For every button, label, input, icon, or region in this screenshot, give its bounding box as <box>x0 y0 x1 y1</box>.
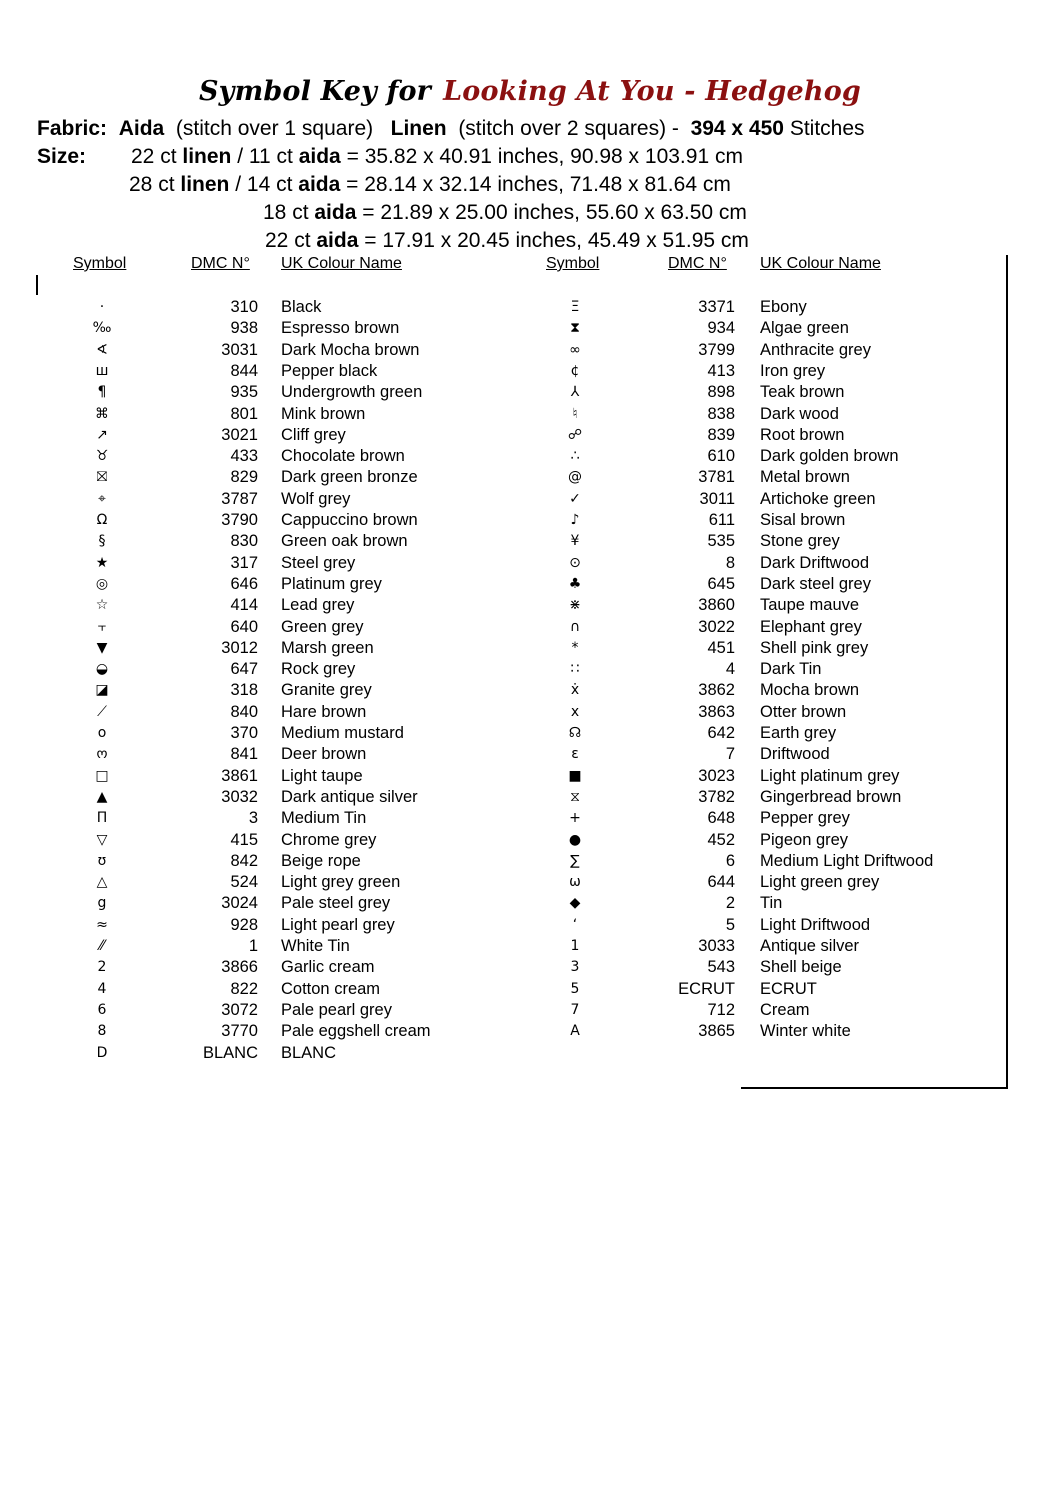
dmc-number: 842 <box>230 851 258 870</box>
title-prefix: Symbol Key for <box>198 76 432 107</box>
table-row <box>0 638 1060 659</box>
symbol-icon: ⧖ <box>570 788 580 805</box>
symbol-icon: ⧗ <box>570 320 580 337</box>
symbol-icon: Ξ <box>570 299 580 315</box>
colour-name: Beige rope <box>281 851 361 870</box>
dmc-number: 830 <box>230 532 258 551</box>
symbol-icon: ⅄ <box>570 384 580 401</box>
symbol-icon: ∞ <box>569 341 581 358</box>
dmc-number: 318 <box>230 681 258 700</box>
colour-name: Cotton cream <box>281 979 381 998</box>
aida-label: Aida <box>118 117 165 140</box>
dmc-number: 3031 <box>221 340 258 359</box>
colour-name: Shell pink grey <box>760 638 869 657</box>
size-count: 22 ct <box>131 145 177 168</box>
symbol-icon: ε <box>571 746 579 763</box>
size-dimensions: = 28.14 x 32.14 inches, 71.48 x 81.64 cm <box>346 173 731 196</box>
dmc-number: 317 <box>230 553 258 572</box>
symbol-icon: ∴ <box>570 448 580 465</box>
size-dimensions: = 17.91 x 20.45 inches, 45.49 x 51.95 cm <box>364 229 749 252</box>
colour-name: Espresso brown <box>281 319 400 338</box>
dmc-number: 3862 <box>698 681 735 700</box>
table-row <box>0 851 1060 872</box>
symbol-icon: ♣ <box>568 575 582 592</box>
colour-name: Light platinum grey <box>760 766 900 785</box>
colour-name: Pale pearl grey <box>281 1000 392 1019</box>
colour-name: Driftwood <box>760 745 830 764</box>
symbol-icon: ⟋ <box>97 703 107 720</box>
symbol-icon: 5 <box>570 980 580 997</box>
dmc-number: BLANC <box>202 1043 258 1062</box>
symbol-icon: g <box>97 895 107 912</box>
symbol-icon: 2 <box>97 959 107 976</box>
dmc-number: 310 <box>230 298 258 316</box>
table-row <box>0 723 1060 744</box>
table-row <box>0 915 1060 936</box>
dmc-number: ECRUT <box>678 979 735 998</box>
size-line-4 <box>265 227 749 255</box>
symbol-icon: □ <box>95 767 109 784</box>
stitches-word: Stitches <box>789 117 865 140</box>
dmc-number: 647 <box>230 660 258 679</box>
symbol-icon: ☊ <box>568 725 582 741</box>
dmc-number: 938 <box>230 319 258 338</box>
dmc-number: 841 <box>230 745 258 764</box>
symbol-icon: ⫟ <box>97 618 107 635</box>
dmc-number: 8 <box>725 553 735 572</box>
dmc-number: 3863 <box>698 702 735 721</box>
dmc-number: 3011 <box>699 489 735 508</box>
symbol-icon: ⌘ <box>95 405 109 422</box>
colour-name: Steel grey <box>281 553 356 572</box>
dmc-number: 3799 <box>698 340 735 359</box>
symbol-icon: ⋇ <box>569 597 581 614</box>
symbol-icon: 8 <box>97 1023 107 1040</box>
colour-name: Black <box>281 298 322 316</box>
symbol-icon: ■ <box>568 767 582 784</box>
dmc-number: 3790 <box>221 511 258 529</box>
colour-name: Anthracite grey <box>760 340 871 359</box>
dmc-number: 452 <box>707 830 735 849</box>
stitch-count: 394 x 450 <box>690 117 784 140</box>
size-fabric-2: aida <box>298 145 341 168</box>
table-row <box>0 744 1060 765</box>
colour-name: Dark antique silver <box>281 787 418 806</box>
symbol-icon: Π <box>96 810 108 827</box>
dmc-number: 3861 <box>221 766 258 785</box>
dmc-number: 3033 <box>698 937 735 955</box>
symbol-icon: ☆ <box>95 597 109 614</box>
colour-name: Light green grey <box>760 873 880 892</box>
table-row <box>0 404 1060 425</box>
colour-name: Teak brown <box>760 383 845 402</box>
symbol-icon: ▲ <box>96 788 108 805</box>
colour-name: Otter brown <box>760 702 847 721</box>
colour-name: White Tin <box>281 937 350 955</box>
table-row <box>0 702 1060 723</box>
table-row <box>0 830 1060 851</box>
colour-name: Tin <box>760 894 783 913</box>
colour-name: Earth grey <box>760 724 837 742</box>
table-row <box>0 318 1060 339</box>
symbol-icon: · <box>99 299 105 315</box>
symbol-icon: ♮ <box>572 405 578 422</box>
colour-name: Medium mustard <box>281 724 404 742</box>
table-row <box>0 553 1060 574</box>
colour-name: Root brown <box>760 425 845 444</box>
colour-name: Light Driftwood <box>760 915 871 934</box>
dmc-number: 524 <box>230 873 258 892</box>
dmc-number: 415 <box>230 830 258 849</box>
linen-label: Linen <box>390 117 447 140</box>
colour-name: Medium Light Driftwood <box>760 851 934 870</box>
table-row <box>0 382 1060 403</box>
colour-name: Dark Mocha brown <box>281 340 420 359</box>
colour-name: Pepper grey <box>760 809 850 828</box>
dmc-number: 648 <box>707 809 735 828</box>
colour-name: Gingerbread brown <box>760 787 902 806</box>
symbol-icon: 3 <box>570 959 580 976</box>
dmc-number: 610 <box>707 447 735 466</box>
size-fabric: linen <box>182 145 232 168</box>
size-label <box>37 143 86 171</box>
colour-name: Dark steel grey <box>760 574 871 593</box>
colour-name: Shell beige <box>760 958 842 977</box>
symbol-icon: △ <box>96 874 108 891</box>
size-count: 28 ct <box>129 173 175 196</box>
symbol-icon: ● <box>568 831 582 848</box>
dmc-number: 3860 <box>698 596 735 615</box>
size-line-1 <box>131 143 743 171</box>
symbol-icon: ⌖ <box>98 490 106 507</box>
colour-name: Cappuccino brown <box>281 511 418 529</box>
colour-name: Dark wood <box>760 404 839 423</box>
colour-name: Pale eggshell cream <box>281 1022 431 1041</box>
symbol-icon: o <box>97 725 107 741</box>
dmc-number: 3032 <box>221 787 258 806</box>
dmc-number: 3866 <box>221 958 258 977</box>
dmc-number: 3022 <box>698 617 735 636</box>
colour-name: Green oak brown <box>281 532 408 551</box>
dmc-number: 844 <box>230 361 258 380</box>
dmc-number: 646 <box>230 574 258 593</box>
symbol-icon: ◪ <box>95 682 109 699</box>
symbol-icon: + <box>569 810 581 827</box>
symbol-icon: ო <box>96 746 108 763</box>
dmc-number: 3 <box>248 809 258 828</box>
dmc-number: 3024 <box>221 894 258 913</box>
table-row <box>0 617 1060 638</box>
symbol-icon: ∩ <box>569 618 581 635</box>
symbol-icon: @ <box>568 469 582 486</box>
table-row <box>0 787 1060 808</box>
symbol-icon: § <box>98 533 106 550</box>
right-dmc-header: DMC N° <box>668 255 727 272</box>
symbol-icon: ▽ <box>96 831 108 848</box>
dmc-number: 1 <box>248 937 258 955</box>
size-fabric-2: aida <box>298 173 341 196</box>
symbol-icon: ↗ <box>96 426 108 443</box>
colour-name: BLANC <box>281 1043 337 1062</box>
dmc-number: 645 <box>707 574 735 593</box>
left-symbol-header: Symbol <box>73 255 127 272</box>
colour-name: Dark Tin <box>760 660 822 679</box>
symbol-icon: 6 <box>97 1001 107 1018</box>
symbol-icon: ☍ <box>567 426 583 443</box>
dmc-number: 3770 <box>221 1022 258 1041</box>
colour-name: Winter white <box>760 1022 851 1041</box>
table-row <box>0 489 1060 510</box>
dmc-number: 535 <box>707 532 735 551</box>
dmc-number: 3021 <box>221 425 258 444</box>
dmc-number: 801 <box>230 404 258 423</box>
size-count: 22 ct <box>265 229 311 252</box>
table-row <box>0 446 1060 467</box>
border-bottom <box>741 1087 1008 1089</box>
symbol-icon: ⛝ <box>96 469 108 486</box>
right-name-header: UK Colour Name <box>760 255 881 272</box>
table-row <box>0 425 1060 446</box>
colour-name: Lead grey <box>281 596 355 615</box>
dmc-number: 642 <box>707 724 735 742</box>
symbol-icon: ◆ <box>569 895 581 912</box>
symbol-icon: ∢ <box>96 341 108 358</box>
table-row <box>0 467 1060 488</box>
table-row <box>0 659 1060 680</box>
colour-name: Pale steel grey <box>281 894 391 913</box>
symbol-icon: ★ <box>95 554 109 571</box>
colour-name: Sisal brown <box>760 511 846 529</box>
size-label-text: Size: <box>37 145 87 168</box>
symbol-icon: ≈ <box>96 916 108 933</box>
dmc-number: 898 <box>707 383 735 402</box>
size-count-2: / 11 ct <box>237 145 293 168</box>
table-row <box>0 531 1060 552</box>
dmc-number: 370 <box>230 724 258 742</box>
dmc-number: 3865 <box>698 1022 735 1041</box>
symbol-icon: ▼ <box>96 639 108 656</box>
size-line-3 <box>263 199 747 227</box>
colour-name: Dark green bronze <box>281 468 418 487</box>
dmc-number: 839 <box>707 425 735 444</box>
dmc-number: 928 <box>230 915 258 934</box>
dmc-number: 3782 <box>698 787 735 806</box>
colour-name: Wolf grey <box>281 489 351 508</box>
colour-name: ECRUT <box>760 979 817 998</box>
colour-name: Cream <box>760 1000 810 1019</box>
dmc-number: 644 <box>707 873 735 892</box>
symbol-icon: ‰ <box>92 320 112 337</box>
dmc-number: 2 <box>725 894 735 913</box>
dmc-number: 5 <box>725 915 735 934</box>
left-dmc-header: DMC N° <box>191 255 250 272</box>
left-name-header: UK Colour Name <box>281 255 402 272</box>
symbol-icon: ¢ <box>570 362 580 379</box>
linen-note: (stitch over 2 squares) - <box>458 117 679 140</box>
dmc-number: 3781 <box>698 468 735 487</box>
symbol-icon: ♪ <box>570 512 580 528</box>
table-row <box>0 1021 1060 1042</box>
symbol-icon: 1 <box>570 938 580 954</box>
colour-name: Green grey <box>281 617 364 636</box>
size-fabric: aida <box>314 201 357 224</box>
symbol-icon: ⊙ <box>569 554 581 571</box>
symbol-icon: ◒ <box>95 661 109 678</box>
dmc-number: 934 <box>707 319 735 338</box>
colour-name: Cliff grey <box>281 425 346 444</box>
table-row <box>0 510 1060 531</box>
dmc-number: 640 <box>230 617 258 636</box>
page-title <box>0 76 1060 107</box>
right-symbol-header: Symbol <box>546 255 600 272</box>
dmc-number: 712 <box>707 1000 735 1019</box>
table-row <box>0 361 1060 382</box>
symbol-icon: ∷ <box>570 661 580 678</box>
symbol-icon: ẋ <box>570 682 580 699</box>
table-row <box>0 1000 1060 1021</box>
dmc-number: 451 <box>707 638 735 657</box>
colour-name: Marsh green <box>281 638 374 657</box>
colour-name: Garlic cream <box>281 958 375 977</box>
dmc-number: 611 <box>708 511 735 529</box>
symbol-icon: 7 <box>570 1001 580 1018</box>
colour-name: Light taupe <box>281 766 363 785</box>
fabric-label: Fabric: <box>37 117 108 140</box>
symbol-icon: ¶ <box>97 384 107 401</box>
table-row <box>0 297 1060 318</box>
colour-name: Stone grey <box>760 532 840 551</box>
text-cursor <box>36 275 38 295</box>
table-row <box>0 340 1060 361</box>
symbol-icon: A <box>570 1023 580 1040</box>
dmc-number: 433 <box>230 447 258 466</box>
table-row <box>0 1043 1060 1064</box>
table-row <box>0 979 1060 1000</box>
colour-name: Medium Tin <box>281 809 367 828</box>
symbol-icon: ⁄⁄ <box>99 938 105 954</box>
symbol-icon: ∑ <box>570 852 580 869</box>
symbol-icon: D <box>96 1044 108 1061</box>
colour-name: Deer brown <box>281 745 367 764</box>
colour-name: Pigeon grey <box>760 830 849 849</box>
colour-name: Artichoke green <box>760 489 876 508</box>
dmc-number: 3787 <box>221 489 258 508</box>
dmc-number: 7 <box>725 745 735 764</box>
dmc-number: 829 <box>230 468 258 487</box>
size-fabric: linen <box>180 173 230 196</box>
dmc-number: 822 <box>230 979 258 998</box>
colour-name: Mocha brown <box>760 681 860 700</box>
size-line-2 <box>129 171 731 199</box>
colour-name: Chocolate brown <box>281 447 405 466</box>
colour-name: Mink brown <box>281 404 366 423</box>
colour-name: Undergrowth green <box>281 383 423 402</box>
colour-name: Metal brown <box>760 468 850 487</box>
symbol-icon: ¥ <box>570 533 580 550</box>
table-row <box>0 766 1060 787</box>
pattern-name: Looking At You - Hedgehog <box>443 76 862 107</box>
size-count-2: / 14 ct <box>235 173 293 196</box>
dmc-number: 3072 <box>221 1000 258 1019</box>
colour-name: Algae green <box>760 319 849 338</box>
fabric-line <box>37 115 865 143</box>
table-row <box>0 872 1060 893</box>
dmc-number: 838 <box>707 404 735 423</box>
symbol-icon: ‘ <box>572 916 578 933</box>
dmc-number: 3012 <box>221 638 258 657</box>
colour-name: Platinum grey <box>281 574 382 593</box>
colour-name: Pepper black <box>281 361 378 380</box>
size-dimensions: = 21.89 x 25.00 inches, 55.60 x 63.50 cm <box>362 201 747 224</box>
symbol-icon: 4 <box>97 980 107 997</box>
symbol-icon: ʊ <box>97 852 107 869</box>
dmc-number: 4 <box>725 660 735 679</box>
colour-name: Dark Driftwood <box>760 553 870 572</box>
dmc-number: 3023 <box>698 766 735 785</box>
symbol-icon: * <box>571 639 579 656</box>
colour-name: Light pearl grey <box>281 915 395 934</box>
symbol-icon: ◎ <box>95 575 109 592</box>
size-count: 18 ct <box>263 201 309 224</box>
colour-name: Dark golden brown <box>760 447 899 466</box>
dmc-number: 840 <box>230 702 258 721</box>
dmc-number: 6 <box>725 851 735 870</box>
colour-name: Taupe mauve <box>760 596 860 615</box>
dmc-number: 543 <box>707 958 735 977</box>
table-row <box>0 595 1060 616</box>
colour-name: Iron grey <box>760 361 826 380</box>
symbol-icon: ✓ <box>569 490 581 507</box>
size-fabric: aida <box>316 229 359 252</box>
table-row <box>0 957 1060 978</box>
colour-name: Granite grey <box>281 681 372 700</box>
table-row <box>0 680 1060 701</box>
symbol-icon: ш <box>95 362 109 379</box>
aida-note: (stitch over 1 square) <box>175 117 374 140</box>
size-dimensions: = 35.82 x 40.91 inches, 90.98 x 103.91 cm <box>346 145 743 168</box>
dmc-number: 413 <box>707 361 735 380</box>
colour-name: Rock grey <box>281 660 356 679</box>
colour-name: Chrome grey <box>281 830 377 849</box>
colour-name: Hare brown <box>281 702 367 721</box>
symbol-icon: ω <box>569 874 581 891</box>
colour-name: Light grey green <box>281 873 401 892</box>
dmc-number: 935 <box>230 383 258 402</box>
table-row <box>0 936 1060 957</box>
symbol-icon: x <box>570 703 580 720</box>
colour-name: Ebony <box>760 298 807 316</box>
symbol-icon: ♉ <box>95 448 109 465</box>
symbol-icon: Ω <box>96 512 108 528</box>
table-row <box>0 808 1060 829</box>
table-row <box>0 893 1060 914</box>
dmc-number: 3371 <box>698 298 735 316</box>
table-row <box>0 574 1060 595</box>
dmc-number: 414 <box>230 596 258 615</box>
colour-name: Antique silver <box>760 937 860 955</box>
colour-name: Elephant grey <box>760 617 862 636</box>
